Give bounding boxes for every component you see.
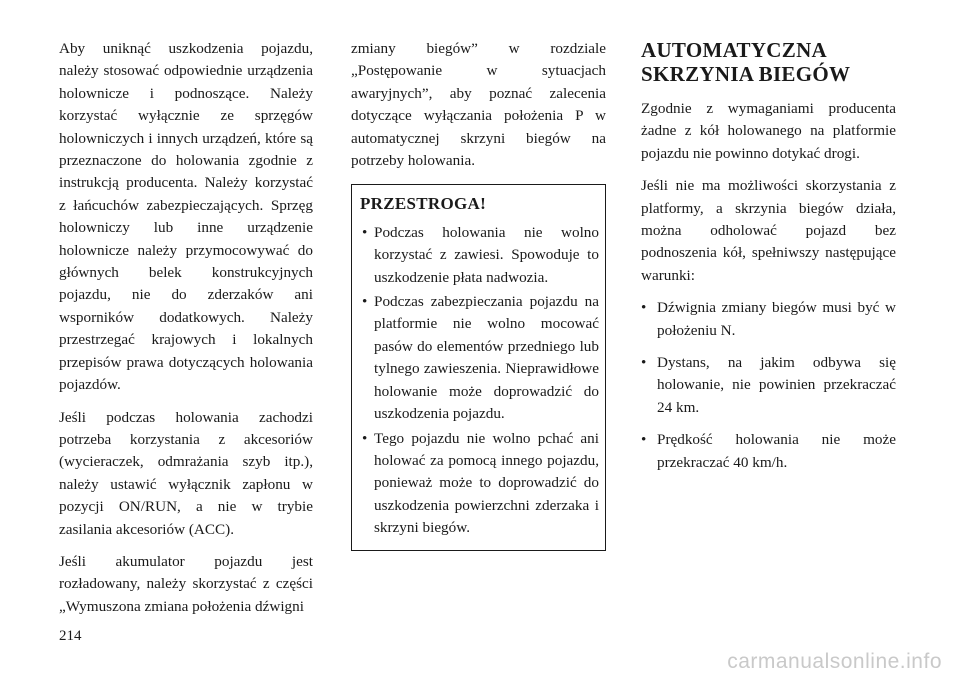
paragraph: Jeśli nie ma możliwości skorzystania z platformy, a skrzynia biegów działa, można odholować pojazd bez podnoszenia kół, spełniwszy następujące warunki: bbox=[641, 177, 896, 284]
paragraph: Zgodnie z wymaganiami producenta żadne z kół holowanego na platformie pojazdu nie powinno dotykać drogi. bbox=[641, 100, 896, 162]
warning-title: PRZESTROGA! bbox=[360, 194, 487, 214]
section-title bbox=[641, 38, 896, 86]
condition-item: • Dźwignia zmiany biegów musi być w położeniu N. bbox=[641, 297, 896, 342]
warning-item: • Podczas holowania nie wolno korzystać z zawiesi. Spowoduje to uszkodzenie płata nadwozia. bbox=[360, 222, 599, 289]
condition-item: • Prędkość holowania nie może przekraczać 40 km/h. bbox=[641, 429, 896, 474]
conditions-list bbox=[641, 297, 896, 474]
paragraph: Aby uniknąć uszkodzenia pojazdu, należy stosować odpowiednie urządzenia holownicze i podnoszące. Należy korzystać wyłącznie ze sprzęgów holowniczych i innych urządzeń, które są przeznaczone do holowania zgodnie z instrukcją producenta. Należy korzystać z łańcuchów zabezpieczających. Sprzęg holowniczy lub inne urządzenie holownicze należy przymocowywać do głównych belek konstrukcyjnych pojazdu, nie do zderzaków ani wsporników dodatkowych. Należy przestrzegać krajowych i lokalnych przepisów prawa dotyczących holowania pojazdów. bbox=[59, 40, 313, 394]
paragraph: Jeśli akumulator pojazdu jest rozładowany, należy skorzystać z części „Wymuszona zmiana położenia dźwigni bbox=[59, 552, 313, 615]
warning-item: • Tego pojazdu nie wolno pchać ani holować za pomocą innego pojazdu, ponieważ może to doprowadzić do uszkodzenia powierzchni zderzaka i skrzyni biegów. bbox=[360, 428, 599, 540]
warning-item: • Podczas zabezpieczania pojazdu na platformie nie wolno mocować pasów do elementów przedniego lub tylnego zawieszenia. Nieprawidłowe holowanie może doprowadzić do uszkodzenia pojazdu. bbox=[360, 291, 599, 425]
watermark: carmanualsonline.info bbox=[727, 650, 942, 673]
paragraph: zmiany biegów” w rozdziale „Postępowanie w sytuacjach awaryjnych”, aby poznać zalecenia dotyczące wyłączania położenia P w automatycznej skrzyni biegów na potrzeby holowania. bbox=[351, 40, 606, 170]
column-1 bbox=[59, 38, 313, 628]
column-3 bbox=[641, 38, 896, 484]
section-title-line-1: AUTOMATYCZNA bbox=[641, 38, 827, 62]
page-number: 214 bbox=[59, 628, 82, 644]
warning-box bbox=[351, 184, 606, 550]
condition-item: • Dystans, na jakim odbywa się holowanie, nie powinien przekraczać 24 km. bbox=[641, 352, 896, 419]
warning-list bbox=[360, 222, 599, 540]
section-title-line-2: SKRZYNIA BIEGÓW bbox=[641, 62, 851, 86]
column-2 bbox=[351, 38, 606, 551]
paragraph: Jeśli podczas holowania zachodzi potrzeba korzystania z akcesoriów (wycieraczek, odmrażania szyb itp.), należy ustawić wyłącznik zapłonu w pozycji ON/RUN, a nie w trybie zasilania akcesoriów (ACC). bbox=[59, 408, 313, 538]
